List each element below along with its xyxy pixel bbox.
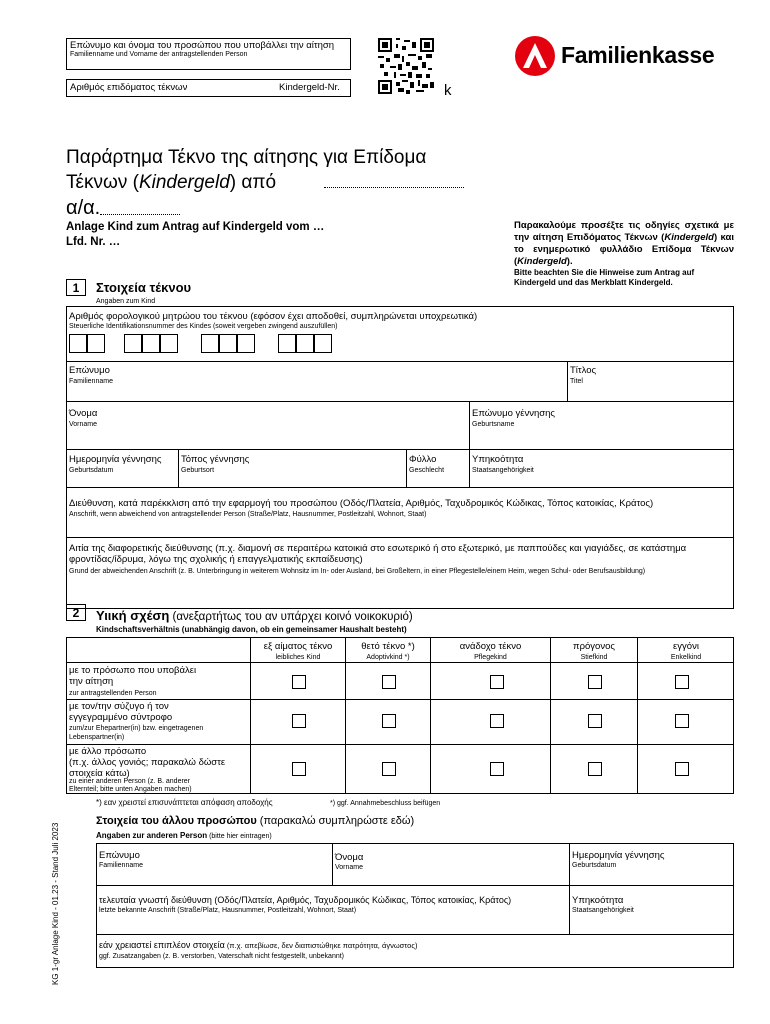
dob-field[interactable] [67, 450, 177, 486]
tin-digit-1[interactable] [69, 334, 87, 353]
checkbox-spouse-stepchild[interactable] [588, 714, 602, 728]
form-id-side-text: KG 1-gr Anlage Kind - 01.23 - Stand Juli 2023 [51, 822, 60, 985]
notice-gr-a: Παρακαλούμε προσέξτε τις οδηγίες σχετικά με την αίτηση Επιδόματος Τέκνων ( [514, 220, 734, 243]
title-part-a: Τέκνων ( [66, 172, 139, 193]
other-person-subtitle-de: Angaben zur anderen Person [96, 831, 208, 840]
title-field-label-de: Titel [570, 378, 583, 385]
other-extra-label-de: ggf. Zusatzangaben (z. B. verstorben, Vaterschaft nicht festgestellt, unbekannt) [99, 953, 345, 960]
dob-label-gr: Ημερομηνία γέννησης [69, 454, 162, 465]
other-person-title [96, 815, 414, 827]
applicant-name-field[interactable] [66, 38, 351, 70]
other-extra-field[interactable] [97, 935, 733, 967]
other-dob-label-de: Geburtsdatum [572, 862, 617, 869]
familienkasse-logo-icon [514, 35, 556, 77]
col-header-adopted-gr: θετό τέκνο *) [361, 641, 415, 652]
subtitle-de-line1: Anlage Kind zum Antrag auf Kindergeld vom … [66, 221, 325, 233]
tin-digit-6[interactable] [201, 334, 219, 353]
other-person-subtitle-paren: (bitte hier eintragen) [207, 833, 272, 840]
row2-label-de2: Lebenspartner(in) [69, 734, 125, 741]
notice-gr-d: Kindergeld [517, 256, 567, 267]
col-header-biological-de: leibliches Kind [275, 654, 321, 661]
sex-label-de: Geschlecht [409, 467, 445, 474]
date-dotted-line[interactable] [324, 187, 464, 188]
divider [66, 744, 734, 745]
checkbox-other-foster[interactable] [490, 762, 504, 776]
reason-field[interactable] [67, 538, 733, 608]
benefit-number-field[interactable] [66, 79, 351, 97]
k-letter: k [444, 82, 452, 99]
number-dotted-line[interactable] [100, 214, 180, 215]
checkbox-applicant-grandchild[interactable] [675, 675, 689, 689]
other-surname-label-gr: Επώνυμο [99, 850, 140, 861]
tin-digit-9[interactable] [278, 334, 296, 353]
col-header-adopted-de: Adoptivkind *) [366, 654, 410, 661]
qr-code-icon [378, 38, 434, 94]
checkbox-applicant-stepchild[interactable] [588, 675, 602, 689]
birthname-label-de: Geburtsname [472, 421, 515, 428]
tin-digit-5[interactable] [160, 334, 178, 353]
checkbox-spouse-adopted[interactable] [382, 714, 396, 728]
col-header-stepchild-gr: πρόγονος [573, 641, 615, 652]
other-nationality-label-de: Staatsangehörigkeit [572, 907, 634, 914]
title-field[interactable] [568, 362, 733, 400]
surname-label-de: Familienname [69, 378, 113, 385]
row3-label-gr2: (π.χ. άλλος γονιός; παρακαλώ δώστε στοιχεία κάτω) [69, 757, 226, 779]
surname-label-gr: Επώνυμο [69, 365, 110, 376]
row1-label-de1: zur antragstellenden Person [69, 690, 157, 697]
row1-label-gr1: με το πρόσωπο που υποβάλει [69, 665, 197, 676]
section2-title-paren: (ανεξαρτήτως του αν υπάρχει κοινό νοικοκυριό) [169, 611, 413, 623]
reason-label-gr: Αιτία της διαφορετικής διεύθυνσης (π.χ. διαμονή σε περαιτέρω κατοικιά στο εσωτερικό ή στο εξωτερικό, με παππούδες και γιαγιάδες, σε κατάστημα φροντίδας/ίδρυμα, λόγω της σχολικής ή επαγγελματικής εκπαίδευσης) [69, 543, 687, 565]
section2-subtitle: Kindschaftsverhältnis (unabhängig davon, ob ein gemeinsamer Haushalt besteht) [96, 625, 407, 634]
address-label-gr: Διεύθυνση, κατά παρέκκλιση από την εφαρμογή του προσώπου (Οδός/Πλατεία, Αριθμός, Ταχυδρομικός Κώδικας, Τόπος κατοικίας, Κράτος) [69, 498, 654, 509]
other-nationality-field[interactable] [570, 886, 733, 933]
col-header-grandchild-de: Enkelkind [670, 654, 702, 661]
other-firstname-field[interactable] [333, 844, 568, 884]
checkbox-other-biological[interactable] [292, 762, 306, 776]
row2-label-de1: zum/zur Ehepartner(in) bzw. eingetragenen [69, 725, 204, 732]
address-label-de: Anschrift, wenn abweichend von antragstellender Person (Straße/Platz, Hausnummer, Postleitzahl, Wohnort, Staat) [69, 511, 427, 518]
checkbox-other-adopted[interactable] [382, 762, 396, 776]
other-firstname-label-de: Vorname [335, 864, 364, 871]
other-address-label-gr: τελευταία γνωστή διεύθυνση (Οδός/Πλατεία, Αριθμός, Ταχυδρομικός Κώδικας, Τόπος κατοικίας, Κράτος) [99, 895, 512, 905]
row1-label-gr2: την αίτηση [69, 676, 114, 687]
row2-label-gr2: εγγεγραμμένο σύντροφο [69, 712, 173, 723]
other-dob-label-gr: Ημερομηνία γέννησης [572, 850, 665, 861]
notice-gr-b: Kindergeld [664, 232, 714, 243]
tin-digit-3[interactable] [124, 334, 142, 353]
title-part-c: ) από [229, 172, 277, 193]
row3-label-de2: Elternteil; bitte unten Angaben machen) [69, 786, 192, 793]
checkbox-spouse-grandchild[interactable] [675, 714, 689, 728]
checkbox-applicant-adopted[interactable] [382, 675, 396, 689]
divider [66, 662, 734, 663]
page-title-line2 [66, 170, 276, 195]
checkbox-spouse-biological[interactable] [292, 714, 306, 728]
birthname-field[interactable] [470, 402, 733, 448]
other-person-title-gr: Στοιχεία του άλλου προσώπου [96, 815, 257, 827]
notice-gr-c: ) και το ενημερωτικό φυλλάδιο Επίδομα Τέκνων ( [514, 232, 734, 267]
pob-label-de: Geburtsort [181, 467, 215, 474]
birthname-label-gr: Επώνυμο γέννησης [472, 408, 556, 419]
page-title-line3: α/α. [66, 197, 101, 219]
tin-digit-10[interactable] [296, 334, 314, 353]
sex-field[interactable] [407, 450, 468, 486]
other-address-field[interactable] [97, 886, 568, 933]
pob-field[interactable] [179, 450, 405, 486]
title-field-label-gr: Τίτλος [570, 365, 597, 376]
firstname-label-de: Vorname [69, 421, 98, 428]
tin-digit-11[interactable] [314, 334, 332, 353]
reason-label-de: Grund der abweichenden Anschrift (z. B. Unterbringung in weiterem Wohnsitz im In- oder Ausland, bei Großeltern, in einer Pflegestelle/einem Heim, wegen Schul- oder Berufsausbildung) [69, 568, 646, 575]
other-firstname-label-gr: Όνομα [335, 852, 364, 863]
section2-number: 2 [66, 604, 86, 621]
benefit-number-label: Αριθμός επιδόματος τέκνων [70, 82, 188, 93]
other-extra-gr: εάν χρειαστεί επιπλέον στοιχεία [99, 940, 225, 950]
surname-field[interactable] [67, 362, 566, 400]
row3-label-de1: zu einer anderen Person (z. B. anderer [69, 778, 191, 785]
firstname-label-gr: Όνομα [69, 408, 98, 419]
other-surname-label-de: Familienname [99, 862, 143, 869]
col-header-foster-gr: ανάδοχο τέκνο [459, 641, 522, 652]
other-surname-field[interactable] [97, 844, 331, 884]
checkbox-spouse-foster[interactable] [490, 714, 504, 728]
checkbox-other-stepchild[interactable] [588, 762, 602, 776]
col-header-grandchild-gr: εγγόνι [673, 641, 699, 652]
nationality-label-gr: Υπηκοότητα [472, 454, 524, 465]
row2-label-gr1: με τον/την σύζυγο ή τον [69, 701, 169, 712]
section1-title: Στοιχεία τέκνου [96, 280, 192, 295]
dob-label-de: Geburtsdatum [69, 467, 114, 474]
other-person-title-paren: (παρακαλώ συμπληρώστε εδώ) [256, 815, 415, 827]
tin-digit-7[interactable] [219, 334, 237, 353]
tin-digit-2[interactable] [87, 334, 105, 353]
subtitle-de-line2: Lfd. Nr. … [66, 236, 121, 248]
nationality-field[interactable] [470, 450, 733, 486]
kindergeld-nr-label: Kindergeld-Nr. [279, 82, 340, 93]
checkbox-applicant-foster[interactable] [490, 675, 504, 689]
applicant-name-label-gr: Επώνυμο και όνομα του προσώπου που υποβάλλει την αίτηση [70, 40, 335, 51]
notice-gr [514, 220, 734, 268]
col-header-stepchild-de: Stiefkind [580, 654, 608, 661]
section2-title [96, 608, 413, 623]
tin-label-gr: Αριθμός φορολογικού μητρώου του τέκνου (εφόσον έχει αποδοθεί, συμπληρώνεται υποχρεωτικά) [69, 311, 478, 322]
title-part-b: Kindergeld [138, 172, 230, 193]
other-address-label-de: letzte bekannte Anschrift (Straße/Platz, Hausnummer, Postleitzahl, Wohnort, Staat) [99, 907, 357, 914]
col-header-foster-de: Pflegekind [474, 654, 507, 661]
other-extra-gr-paren: (π.χ. απεβίωσε, δεν διαπιστώθηκε πατρότητα, άγνωστος) [224, 941, 418, 950]
logo-text: Familienkasse [561, 42, 715, 68]
pob-label-gr: Τόπος γέννησης [181, 454, 250, 465]
page-title-line1: Παράρτημα Τέκνο της αίτησης για Επίδομα [66, 147, 427, 168]
footnote-de: *) ggf. Annahmebeschluss beifügen [330, 800, 441, 807]
checkbox-other-grandchild[interactable] [675, 762, 689, 776]
address-field[interactable] [67, 488, 733, 536]
tin-label-de: Steuerliche Identifikationsnummer des Kindes (soweit vergeben zwingend auszufüllen) [69, 323, 338, 330]
other-dob-field[interactable] [570, 844, 733, 884]
row3-label-gr1: με άλλο πρόσωπο [69, 746, 147, 757]
section2-title-gr: Υιική σχέση [96, 608, 170, 623]
col-header-biological-gr: εξ αίματος τέκνο [263, 641, 333, 652]
sex-label-gr: Φύλλο [409, 454, 437, 465]
checkbox-applicant-biological[interactable] [292, 675, 306, 689]
divider [66, 699, 734, 700]
tin-digit-4[interactable] [142, 334, 160, 353]
applicant-name-label-de: Familienname und Vorname der antragstellenden Person [70, 51, 248, 58]
footnote-gr: *) εαν χρειστεί επισυνάπτεται απόφαση αποδοχής [96, 798, 273, 807]
section1-subtitle: Angaben zum Kind [96, 298, 156, 305]
firstname-field[interactable] [67, 402, 468, 448]
other-person-subtitle [96, 831, 272, 840]
notice-de: Bitte beachten Sie die Hinweise zum Antrag auf Kindergeld und das Merkblatt Kindergeld. [514, 268, 695, 287]
nationality-label-de: Staatsangehörigkeit [472, 467, 534, 474]
section1-number: 1 [66, 279, 86, 296]
notice-gr-e: ). [566, 256, 573, 267]
tin-digit-8[interactable] [237, 334, 255, 353]
other-nationality-label-gr: Υπηκοότητα [572, 895, 624, 906]
